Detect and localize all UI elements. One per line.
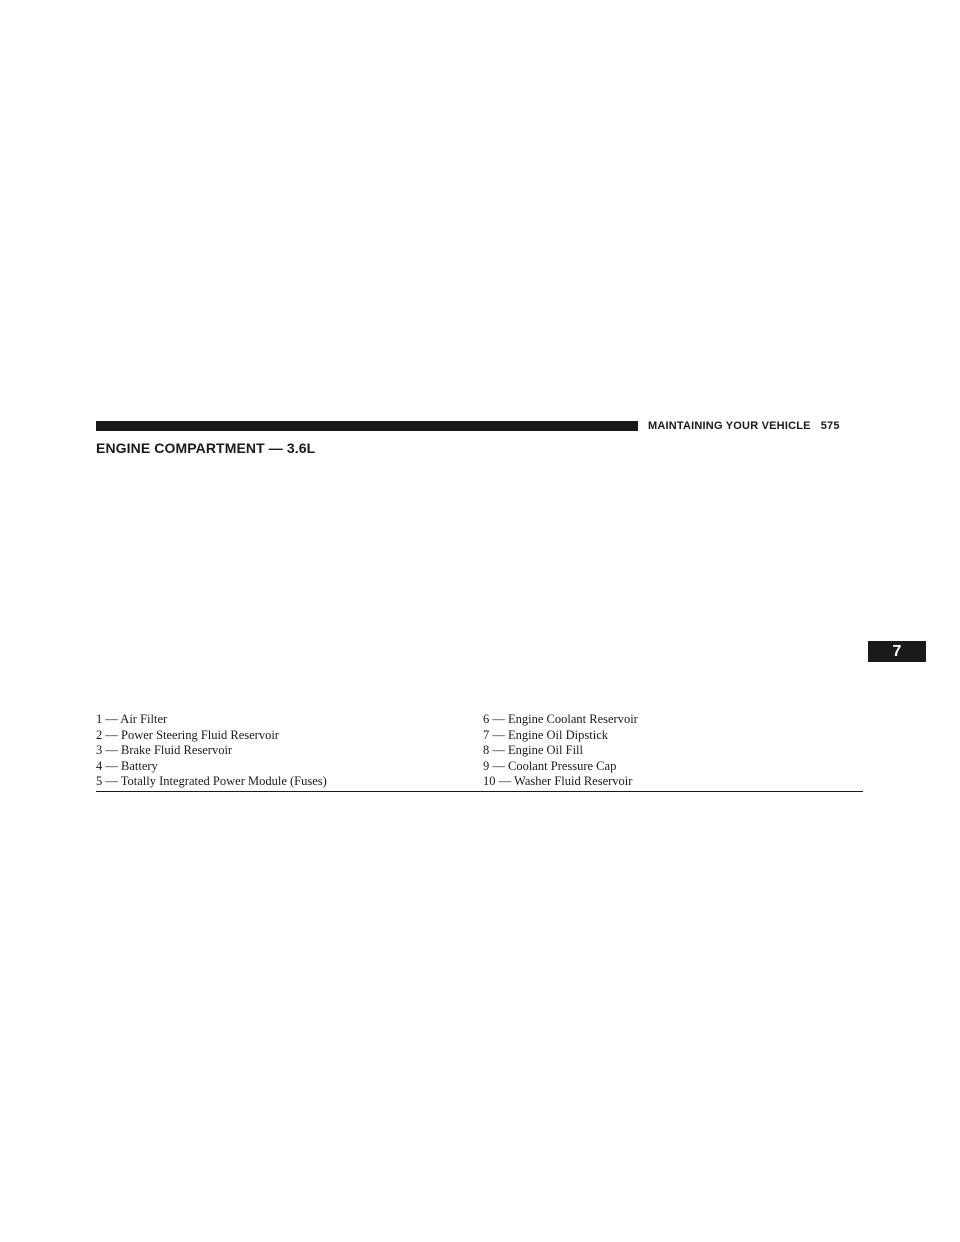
legend-item: 1 — Air Filter (96, 712, 168, 726)
running-head (648, 418, 840, 434)
legend-item: 6 — Engine Coolant Reservoir (483, 712, 638, 726)
running-head-section: MAINTAINING YOUR VEHICLE (648, 420, 811, 432)
legend-item: 9 — Coolant Pressure Cap (483, 758, 617, 773)
chapter-tab: 7 (868, 641, 926, 662)
page-number: 575 (820, 420, 840, 432)
legend-item: 3 — Brake Fluid Reservoir (96, 743, 233, 757)
legend-item: 10 — Washer Fluid Reservoir (483, 774, 633, 788)
legend-item: 7 — Engine Oil Dipstick (483, 727, 608, 742)
section-title: ENGINE COMPARTMENT — 3.6L (96, 440, 316, 456)
legend-column-left (96, 712, 327, 790)
legend-item: 8 — Engine Oil Fill (483, 743, 583, 757)
legend-item: 5 — Totally Integrated Power Module (Fuses) (96, 774, 327, 788)
legend-column-right (483, 712, 638, 790)
legend-bottom-rule (96, 791, 863, 792)
header-rule (96, 421, 638, 431)
legend-item: 2 — Power Steering Fluid Reservoir (96, 727, 279, 742)
legend-item: 4 — Battery (96, 758, 158, 773)
